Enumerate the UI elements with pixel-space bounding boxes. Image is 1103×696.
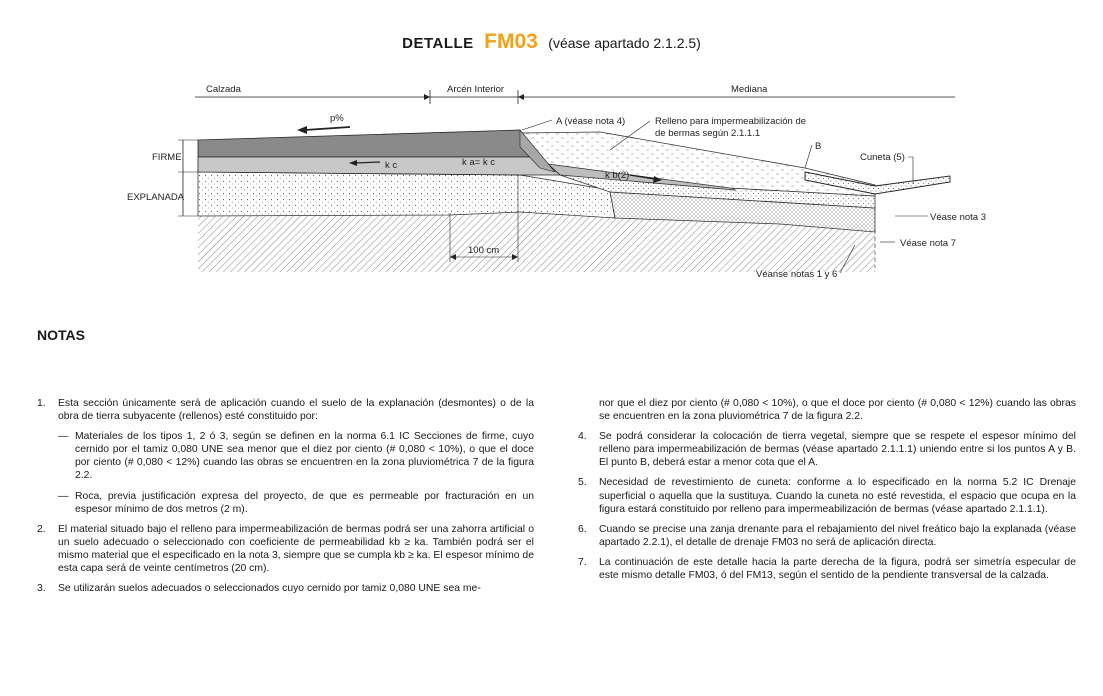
note-3-number: 3. (37, 583, 46, 595)
note-1-text: Esta sección únicamente será de aplicación cuando el suelo de la explanación (desmontes) o de la obra de tierra subyacente (rellenos) esté constituido por: (58, 398, 534, 423)
label-relleno-2: de bermas según 2.1.1.1 (655, 128, 761, 139)
note-3-continuation: nor que el diez por ciento (# 0,080 < 10%), o que el doce por ciento (# 0,080 < 12%) cuando las obras se encuentren en la zona pluviométrica 7 de la figura 2.2. (599, 398, 1076, 423)
label-100cm: 100 cm (468, 245, 500, 256)
note-1-sub-1: — Materiales de los tipos 1, 2 ó 3, según se definen en la norma 6.1 IC Secciones de firme, cuyo cernido por el tamiz 0,080 UNE sea menor que el diez por ciento (# 0,080 < 10%), o que el doce por ciento (# 0,080 < 12%) cuando las obras se encuentren en la zona pluviométrica 7 de la figura 2.2. (58, 431, 534, 482)
label-calzada: Calzada (206, 84, 241, 95)
note-6-text: Cuando se precise una zanja drenante para el rebajamiento del nivel freático bajo la explanada (véase apartado 2.2.1), el detalle de drenaje FM03 no será de aplicación directa. (599, 523, 1076, 548)
note-7 (578, 556, 1076, 582)
note-6-number: 6. (578, 523, 587, 535)
notas-heading: NOTAS (37, 327, 85, 343)
note-1-sub-1-text: Materiales de los tipos 1, 2 ó 3, según se definen en la norma 6.1 IC Secciones de firme, cuyo cernido por el tamiz 0,080 UNE sea menor que el diez por ciento (# 0,080 < 10%), o que el doce por ciento (# 0,080 < 12%) cuando las obras se encuentren en la zona pluviométrica 7 de la figura 2.2. (75, 431, 534, 482)
note-4-number: 4. (578, 431, 587, 443)
label-ka-kc: k a= k c (462, 157, 495, 168)
note-2 (37, 523, 534, 575)
label-point-b: B (815, 141, 822, 152)
note-7-text: La continuación de este detalle hacia la parte derecha de la figura, podrá ser simetría especular de este mismo detalle FM03, ó del FM13, según el sentido de la pendiente transversal de la calzada. (599, 556, 1076, 582)
note-5-number: 5. (578, 477, 587, 489)
label-explanada: EXPLANADA (127, 192, 185, 203)
label-notas-1-6: Véanse notas 1 y 6 (756, 269, 838, 280)
note-7-number: 7. (578, 556, 587, 568)
firme-top-layer (198, 130, 540, 157)
title-code: FM03 (484, 30, 538, 53)
note-2-number: 2. (37, 523, 46, 535)
notes-column-2 (578, 397, 1076, 589)
notes-column-1 (37, 397, 534, 602)
cross-section-drawing (0, 0, 1103, 300)
note-2-text: El material situado bajo el relleno para impermeabilización de bermas podrá ser una zahorra artificial o un suelo adecuado o seleccionado con coeficiente de permeabilidad kb ≥ ka. También podrá ser el mismo material que el especificado en la nota 3, siempre que se cumpla kb ≥ ka. El espesor mínimo de esta capa será de veinte centímetros (20 cm). (58, 523, 534, 575)
note-6 (578, 523, 1076, 549)
note-4 (578, 430, 1076, 469)
firme-base-layer (198, 157, 560, 175)
label-arcen-interior: Arcén Interior (447, 84, 505, 95)
note-3-text: Se utilizarán suelos adecuados o seleccionados cuyo cernido por tamiz 0,080 UNE sea me- (58, 583, 481, 595)
note-3 (37, 582, 534, 595)
label-kc: k c (385, 160, 398, 171)
note-1-number: 1. (37, 398, 46, 409)
explanada-layer (198, 172, 615, 218)
label-slope: p% (330, 113, 344, 124)
label-firme: FIRME (152, 152, 182, 163)
note-4-text: Se podrá considerar la colocación de tierra vegetal, siempre que se respete el espesor mínimo del relleno para impermeabilización de bermas (véase apartado 2.1.1.1) uniendo entre si los puntos A y B. El punto B, deberá estar a menor cota que el A. (599, 431, 1076, 469)
label-point-a: A (véase nota 4) (556, 116, 626, 127)
note-1-sub-2: — Roca, previa justificación expresa del proyecto, de que es permeable por fracturación en un espesor mínimo de dos metros (2 m). (58, 490, 534, 515)
label-nota-3: Véase nota 3 (930, 212, 986, 223)
title-reference: (véase apartado 2.1.2.5) (548, 35, 701, 51)
note-1 (37, 397, 534, 423)
label-kb: k b(2) (605, 170, 630, 181)
label-relleno-1: Relleno para impermeabilización de (655, 116, 807, 127)
label-cuneta: Cuneta (5) (860, 152, 905, 163)
label-mediana: Mediana (731, 84, 768, 95)
note-5 (578, 476, 1076, 515)
note-5-text: Necesidad de revestimiento de cuneta: conforme a lo especificado en la norma 5.2 IC Drenaje superficial o aquella que la sustituya. Cuando la cuneta no esté revestida, el espacio que ocupa en la figura estará constituido por relleno para impermeabilización de bermas (véase apartado 2.1.1.1). (599, 477, 1076, 515)
label-nota-7: Véase nota 7 (900, 238, 956, 249)
note-1-sub-2-text: Roca, previa justificación expresa del proyecto, de que es permeable por fracturación en un espesor mínimo de dos metros (2 m). (75, 490, 534, 515)
title-prefix: DETALLE (402, 35, 474, 52)
